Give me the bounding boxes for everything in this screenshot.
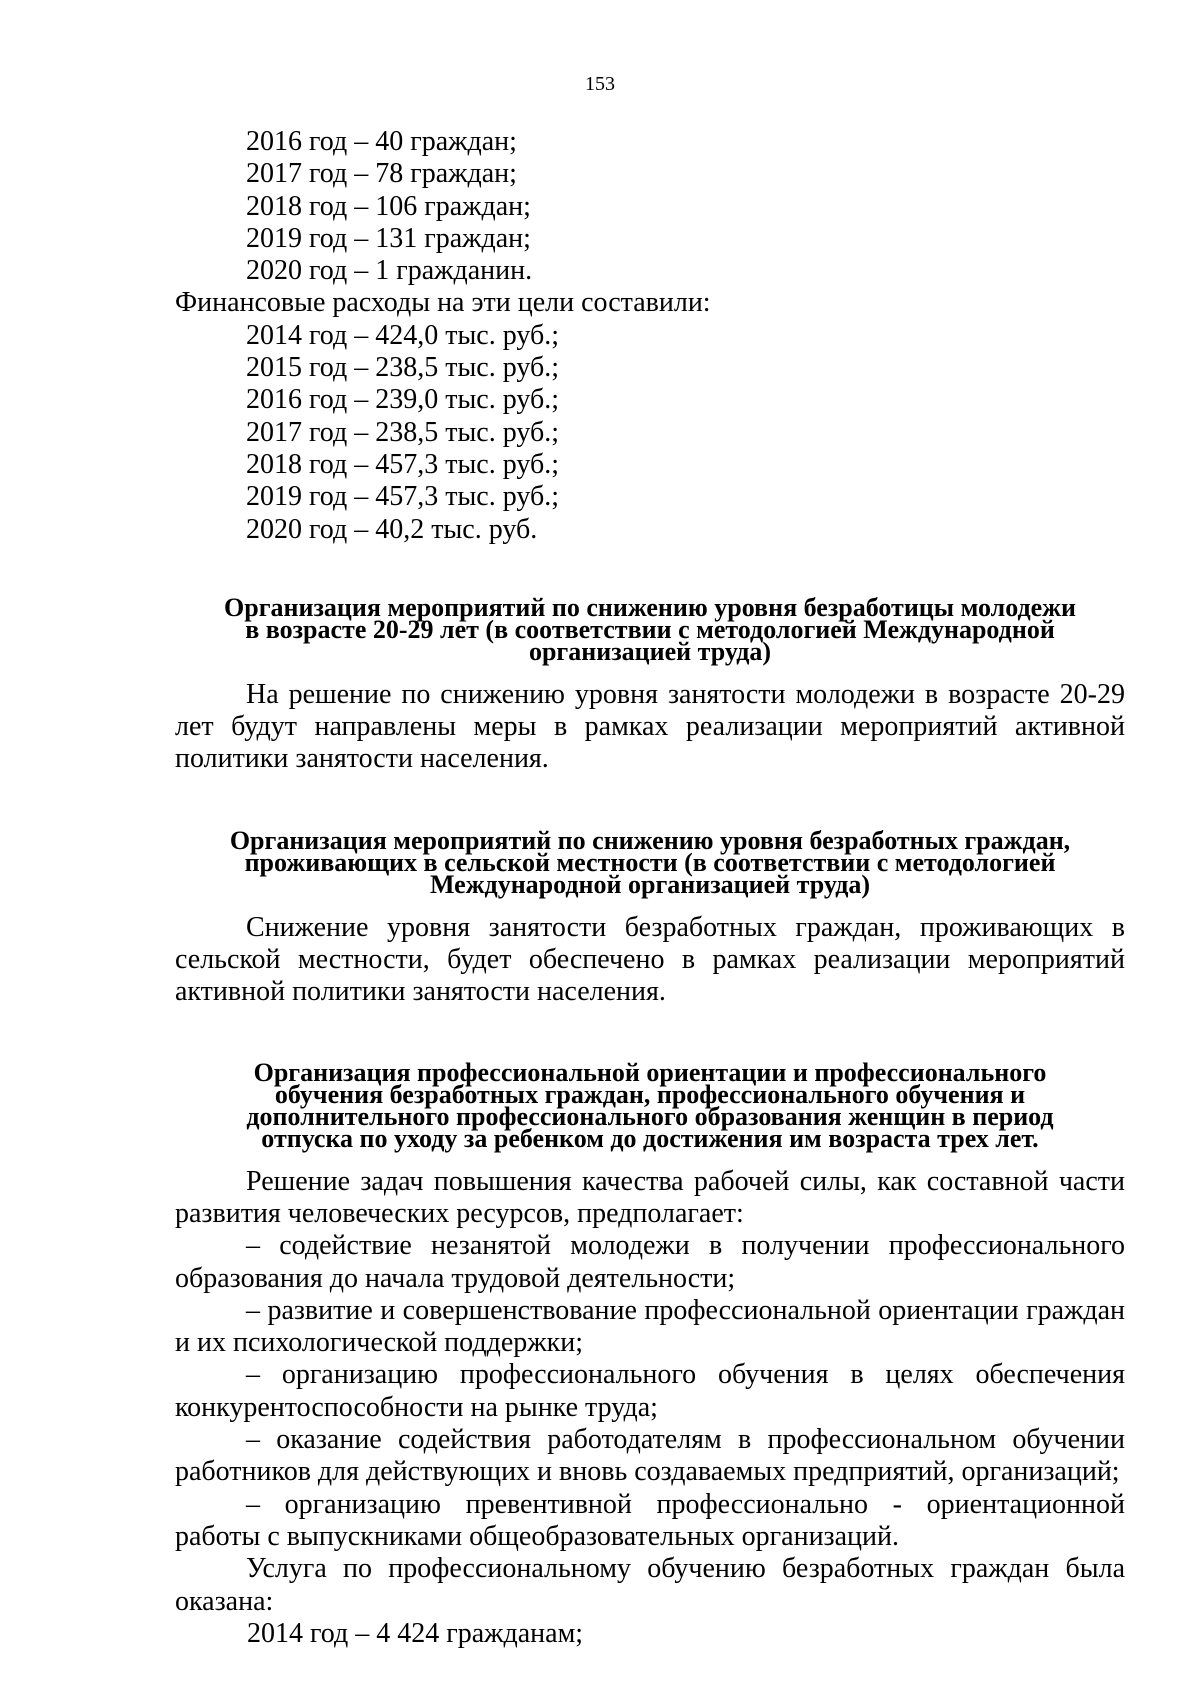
- list-item: 2017 год – 238,5 тыс. руб.;: [246, 416, 559, 448]
- heading-line: Международной организацией труда): [429, 869, 871, 899]
- heading-line: в возрасте 20-29 лет (в соответствии с методологией Международной: [245, 614, 1055, 644]
- heading-line: дополнительного профессионального образования женщин в период: [246, 1101, 1054, 1131]
- section-paragraph-service: Услуга по профессиональному обучению безработных граждан была оказана:: [175, 1553, 1125, 1617]
- list-item: 2014 год – 424,0 тыс. руб.;: [246, 319, 559, 351]
- list-item: 2019 год – 457,3 тыс. руб.;: [246, 481, 559, 513]
- list-item: 2017 год – 78 граждан;: [246, 158, 517, 190]
- citizens-by-year-list: [175, 126, 1125, 287]
- list-item: – развитие и совершенствование профессиональной ориентации граждан и их психологической поддержки;: [175, 1294, 1125, 1359]
- list-item: 2016 год – 239,0 тыс. руб.;: [246, 384, 559, 416]
- document-body: [175, 126, 1125, 1650]
- list-item: 2020 год – 40,2 тыс. руб.: [246, 513, 538, 545]
- section-heading-rural-unemployment: [175, 825, 1125, 899]
- heading-line: Организация профессиональной ориентации и профессионального: [253, 1057, 1047, 1087]
- list-item: 2019 год – 131 граждан;: [246, 222, 531, 254]
- heading-line: организацией труда): [528, 636, 772, 666]
- section-paragraph-youth: На решение по снижению уровня занятости молодежи в возрасте 20-29 лет будут направлены меры в рамках реализации мероприятий активной политики занятости населения.: [175, 678, 1125, 775]
- list-item: – содействие незанятой молодежи в получении профессионального образования до начала трудовой деятельности;: [175, 1230, 1125, 1294]
- section-paragraph-rural: Снижение уровня занятости безработных граждан, проживающих в сельской местности, будет обеспечено в рамках реализации мероприятий активной политики занятости населения.: [175, 911, 1125, 1008]
- list-item: 2016 год – 40 граждан;: [246, 126, 517, 157]
- list-item: 2018 год – 106 граждан;: [246, 190, 531, 222]
- list-item: 2020 год – 1 гражданин.: [246, 255, 533, 287]
- page-number: 153: [585, 73, 615, 95]
- section-heading-youth-unemployment: [175, 592, 1125, 666]
- list-item: 2018 год – 457,3 тыс. руб.;: [246, 448, 559, 480]
- section-paragraph-training-intro: Решение задач повышения качества рабочей силы, как составной части развития человеческих ресурсов, предполагает:: [175, 1165, 1125, 1229]
- list-item: – оказание содействия работодателям в профессиональном обучении работников для действующих и вновь создаваемых предприятий, организаций;: [175, 1424, 1125, 1488]
- heading-line: проживающих в сельской местности (в соответствии с методологией: [244, 847, 1056, 877]
- section-heading-professional-training: [175, 1057, 1125, 1153]
- list-item: 2014 год – 4 424 гражданам;: [247, 1617, 584, 1649]
- heading-line: Организация мероприятий по снижению уровня безработных граждан,: [229, 825, 1071, 855]
- list-item: – организацию профессионального обучения в целях обеспечения конкурентоспособности на рынке труда;: [175, 1359, 1125, 1423]
- heading-line: отпуска по уходу за ребенком до достижения им возраста трех лет.: [261, 1123, 1039, 1153]
- expenses-by-year-list: [175, 320, 1125, 546]
- list-item: – организацию превентивной профессионально - ориентационной работы с выпускниками общеобразовательных организаций.: [175, 1488, 1125, 1552]
- list-item: 2015 год – 238,5 тыс. руб.;: [246, 352, 559, 384]
- training-measures-list: [175, 1230, 1125, 1553]
- heading-line: обучения безработных граждан, профессионального обучения и: [274, 1079, 1026, 1109]
- heading-line: Организация мероприятий по снижению уровня безработицы молодежи: [224, 592, 1076, 622]
- expenses-intro: Финансовые расходы на эти цели составили:: [175, 287, 711, 319]
